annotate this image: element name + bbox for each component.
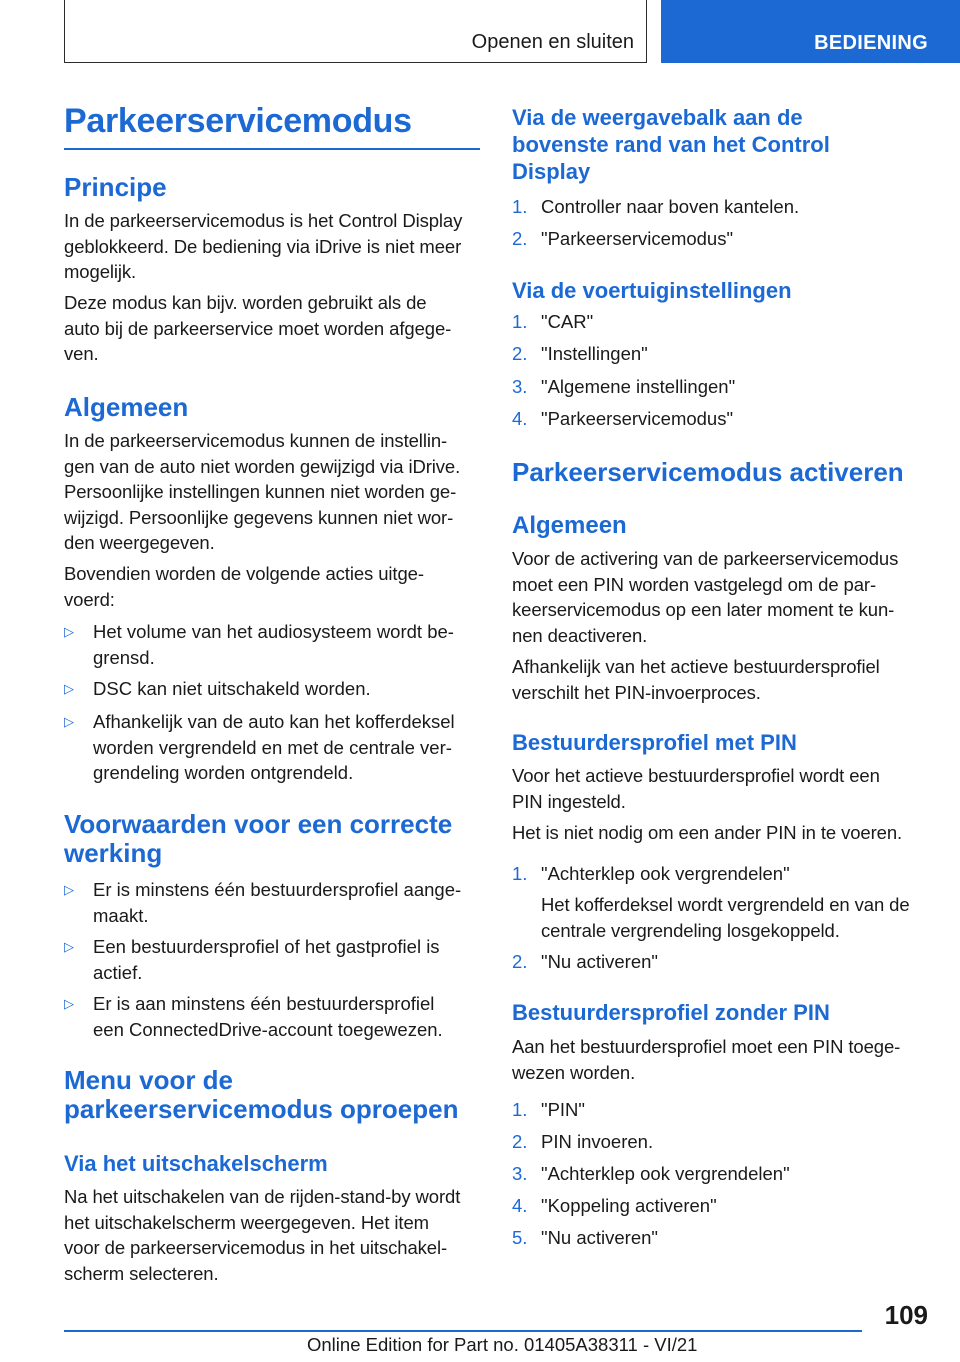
bullet-marker-icon: ▷ (64, 939, 74, 954)
bullet-marker-icon: ▷ (64, 624, 74, 639)
bullet-marker-icon: ▷ (64, 882, 74, 897)
activeren-paragraph-2: Afhankelijk van het actieve bestuurdersprofiel verschilt het PIN-invoerproces. (512, 656, 880, 703)
heading-met-pin: Bestuurdersprofiel met PIN (512, 730, 797, 755)
heading-zonder-pin: Bestuurdersprofiel zonder PIN (512, 1000, 830, 1025)
header-section-box (64, 0, 647, 63)
menu-paragraph: Na het uitschakelen van de rijden-stand-by wordt het uitschakelscherm weergegeven. Het item voor de parkeerservicemodus in het uitschakel- scherm selecteren. (64, 1186, 461, 1284)
page-title: Parkeerservicemodus (64, 102, 412, 140)
algemeen-paragraph-1: In de parkeerservicemodus kunnen de instellin- gen van de auto niet worden gewijzigd via iDrive. Persoonlijke instellingen kunnen niet worden ge- wijzigd. Persoonlijke gegevens kunnen niet wor- den weergegeven. (64, 430, 461, 553)
header-section-title: Openen en sluiten (471, 31, 634, 53)
met-pin-paragraph-1: Voor het actieve bestuurdersprofiel wordt een PIN ingesteld. (512, 765, 880, 812)
heading-activeren-algemeen: Algemeen (512, 512, 627, 539)
heading-via-uitschakelscherm: Via het uitschakelscherm (64, 1151, 328, 1176)
bullet-marker-icon: ▷ (64, 996, 74, 1011)
bullet-marker-icon: ▷ (64, 714, 74, 729)
principe-paragraph-1: In de parkeerservicemodus is het Control Display geblokkeerd. De bediening via iDrive is niet meer mogelijk. (64, 210, 463, 282)
step-note: Het kofferdeksel wordt vergrendeld en van de centrale vergrendeling losgekoppeld. (541, 894, 910, 941)
zonder-pin-paragraph: Aan het bestuurdersprofiel moet een PIN toege- wezen worden. (512, 1036, 901, 1083)
activeren-paragraph-1: Voor de activering van de parkeerservicemodus moet een PIN worden vastgelegd om de par- keerservicemodus op een later moment te kun- nen deactiveren. (512, 548, 899, 646)
footer-edition: Online Edition for Part no. 01405A38311 - VI/21 (307, 1334, 698, 1355)
algemeen-paragraph-2: Bovendien worden de volgende acties uitge- voerd: (64, 563, 424, 610)
header-chapter-label: BEDIENING (814, 32, 928, 54)
heading-via-weergavebalk: Via de weergavebalk aan de bovenste rand van het Control Display (512, 105, 830, 184)
met-pin-paragraph-2: Het is niet nodig om een ander PIN in te voeren. (512, 822, 903, 843)
heading-algemeen: Algemeen (64, 392, 189, 422)
heading-principe: Principe (64, 172, 167, 202)
principe-paragraph-2: Deze modus kan bijv. worden gebruikt als de auto bij de parkeerservice moet worden afgege- ven. (64, 292, 452, 364)
bullet-marker-icon: ▷ (64, 681, 74, 696)
header-chapter-tab (661, 0, 960, 63)
footer-rule (64, 1330, 862, 1332)
page-number: 109 (884, 1300, 928, 1330)
heading-menu: Menu voor de parkeerservicemodus oproepen (64, 1065, 459, 1124)
title-rule (64, 148, 480, 150)
heading-via-voertuiginstellingen: Via de voertuiginstellingen (512, 278, 792, 303)
heading-voorwaarden: Voorwaarden voor een correcte werking (64, 809, 453, 868)
heading-activeren: Parkeerservicemodus activeren (512, 457, 904, 487)
